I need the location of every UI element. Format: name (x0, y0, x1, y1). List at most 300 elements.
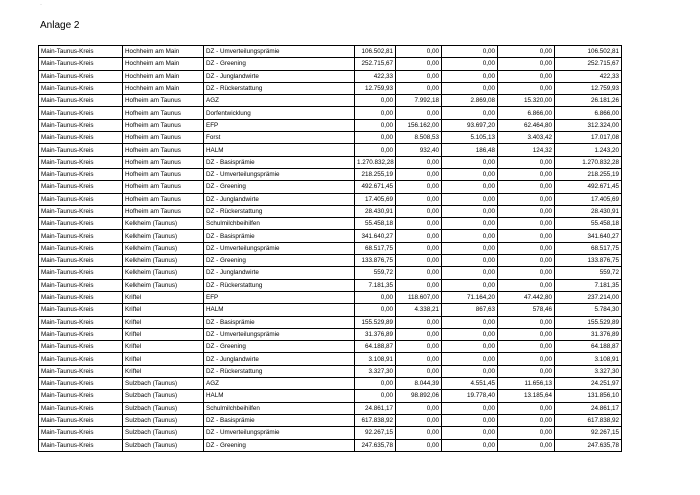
eu-amount-cell: 3.327,30 (355, 365, 396, 377)
district-cell: Main-Taunus-Kreis (39, 119, 123, 131)
district-cell: Main-Taunus-Kreis (39, 181, 123, 193)
total-amount-cell: 492.671,45 (555, 181, 622, 193)
eler-amount-cell: 0,00 (396, 46, 442, 58)
eu-amount-cell: 68.517,75 (355, 242, 396, 254)
payments-table (38, 45, 622, 452)
total-amount-cell: 12.759,93 (555, 82, 622, 94)
total-amount-cell: 31.376,89 (555, 328, 622, 340)
table-row (39, 119, 622, 131)
district-cell: Main-Taunus-Kreis (39, 267, 123, 279)
eler-amount-cell: 0,00 (396, 328, 442, 340)
eler-amount-cell: 0,00 (396, 402, 442, 414)
table-row (39, 242, 622, 254)
table-row (39, 218, 622, 230)
measure-cell: DZ - Rückerstattung (204, 205, 355, 217)
measure-cell: EFP (204, 291, 355, 303)
table-row (39, 168, 622, 180)
eler-amount-cell: 0,00 (396, 168, 442, 180)
total-amount-cell: 7.181,35 (555, 279, 622, 291)
eu-amount-cell: 252.715,67 (355, 58, 396, 70)
eler-amount-cell: 7.992,18 (396, 95, 442, 107)
state-amount-cell: 0,00 (498, 414, 555, 426)
district-cell: Main-Taunus-Kreis (39, 365, 123, 377)
measure-cell: Forst (204, 132, 355, 144)
district-cell: Main-Taunus-Kreis (39, 82, 123, 94)
federal-amount-cell: 2.869,08 (442, 95, 498, 107)
table-row (39, 144, 622, 156)
eler-amount-cell: 0,00 (396, 218, 442, 230)
eler-amount-cell: 8.508,53 (396, 132, 442, 144)
total-amount-cell: 617.838,92 (555, 414, 622, 426)
table-row (39, 353, 622, 365)
table-row (39, 304, 622, 316)
municipality-cell: Sulzbach (Taunus) (123, 390, 204, 402)
district-cell: Main-Taunus-Kreis (39, 439, 123, 451)
municipality-cell: Sulzbach (Taunus) (123, 378, 204, 390)
state-amount-cell: 0,00 (498, 168, 555, 180)
federal-amount-cell: 0,00 (442, 279, 498, 291)
table-row (39, 390, 622, 402)
federal-amount-cell: 0,00 (442, 414, 498, 426)
state-amount-cell: 0,00 (498, 255, 555, 267)
federal-amount-cell: 186,48 (442, 144, 498, 156)
municipality-cell: Hofheim am Taunus (123, 132, 204, 144)
measure-cell: DZ - Umverteilungsprämie (204, 168, 355, 180)
table-row (39, 291, 622, 303)
table-row (39, 70, 622, 82)
eu-amount-cell: 24.861,17 (355, 402, 396, 414)
district-cell: Main-Taunus-Kreis (39, 390, 123, 402)
measure-cell: HALM (204, 144, 355, 156)
district-cell: Main-Taunus-Kreis (39, 378, 123, 390)
measure-cell: DZ - Junglandwirte (204, 193, 355, 205)
table-body (39, 46, 622, 452)
municipality-cell: Kelkheim (Taunus) (123, 230, 204, 242)
federal-amount-cell: 0,00 (442, 46, 498, 58)
federal-amount-cell: 0,00 (442, 255, 498, 267)
state-amount-cell: 0,00 (498, 230, 555, 242)
measure-cell: DZ - Basisprämie (204, 230, 355, 242)
total-amount-cell: 252.715,67 (555, 58, 622, 70)
municipality-cell: Kriftel (123, 304, 204, 316)
table-row (39, 378, 622, 390)
measure-cell: Schulmilchbeihilfen (204, 402, 355, 414)
state-amount-cell: 124,32 (498, 144, 555, 156)
total-amount-cell: 17.017,08 (555, 132, 622, 144)
measure-cell: DZ - Greening (204, 439, 355, 451)
table-row (39, 365, 622, 377)
district-cell: Main-Taunus-Kreis (39, 156, 123, 168)
measure-cell: DZ - Junglandwirte (204, 267, 355, 279)
table-row (39, 279, 622, 291)
district-cell: Main-Taunus-Kreis (39, 414, 123, 426)
municipality-cell: Hofheim am Taunus (123, 95, 204, 107)
eler-amount-cell: 0,00 (396, 316, 442, 328)
eu-amount-cell: 559,72 (355, 267, 396, 279)
state-amount-cell: 0,00 (498, 427, 555, 439)
municipality-cell: Sulzbach (Taunus) (123, 414, 204, 426)
state-amount-cell: 578,46 (498, 304, 555, 316)
table-row (39, 58, 622, 70)
federal-amount-cell: 0,00 (442, 218, 498, 230)
municipality-cell: Hochheim am Main (123, 46, 204, 58)
district-cell: Main-Taunus-Kreis (39, 193, 123, 205)
eler-amount-cell: 0,00 (396, 279, 442, 291)
state-amount-cell: 0,00 (498, 267, 555, 279)
municipality-cell: Kelkheim (Taunus) (123, 218, 204, 230)
total-amount-cell: 24.251,97 (555, 378, 622, 390)
eler-amount-cell: 0,00 (396, 414, 442, 426)
measure-cell: HALM (204, 390, 355, 402)
municipality-cell: Hochheim am Main (123, 70, 204, 82)
eler-amount-cell: 0,00 (396, 341, 442, 353)
federal-amount-cell: 0,00 (442, 242, 498, 254)
municipality-cell: Hochheim am Main (123, 82, 204, 94)
eu-amount-cell: 0,00 (355, 95, 396, 107)
table-row (39, 439, 622, 451)
eler-amount-cell: 156.162,00 (396, 119, 442, 131)
municipality-cell: Hofheim am Taunus (123, 107, 204, 119)
measure-cell: DZ - Junglandwirte (204, 353, 355, 365)
state-amount-cell: 0,00 (498, 218, 555, 230)
measure-cell: DZ - Greening (204, 341, 355, 353)
total-amount-cell: 155.529,89 (555, 316, 622, 328)
total-amount-cell: 1.243,20 (555, 144, 622, 156)
federal-amount-cell: 0,00 (442, 230, 498, 242)
federal-amount-cell: 0,00 (442, 181, 498, 193)
municipality-cell: Kriftel (123, 328, 204, 340)
eu-amount-cell: 218.255,19 (355, 168, 396, 180)
federal-amount-cell: 0,00 (442, 439, 498, 451)
eler-amount-cell: 0,00 (396, 70, 442, 82)
state-amount-cell: 0,00 (498, 353, 555, 365)
total-amount-cell: 64.188,87 (555, 341, 622, 353)
federal-amount-cell: 0,00 (442, 402, 498, 414)
eu-amount-cell: 0,00 (355, 304, 396, 316)
state-amount-cell: 6.866,00 (498, 107, 555, 119)
eu-amount-cell: 28.430,91 (355, 205, 396, 217)
federal-amount-cell: 0,00 (442, 353, 498, 365)
table-row (39, 46, 622, 58)
district-cell: Main-Taunus-Kreis (39, 341, 123, 353)
municipality-cell: Hofheim am Taunus (123, 156, 204, 168)
table-row (39, 316, 622, 328)
eler-amount-cell: 0,00 (396, 427, 442, 439)
district-cell: Main-Taunus-Kreis (39, 144, 123, 156)
eler-amount-cell: 0,00 (396, 193, 442, 205)
district-cell: Main-Taunus-Kreis (39, 242, 123, 254)
municipality-cell: Hofheim am Taunus (123, 193, 204, 205)
total-amount-cell: 1.270.832,28 (555, 156, 622, 168)
measure-cell: DZ - Greening (204, 58, 355, 70)
measure-cell: DZ - Umverteilungsprämie (204, 46, 355, 58)
state-amount-cell: 0,00 (498, 193, 555, 205)
table-row (39, 205, 622, 217)
state-amount-cell: 0,00 (498, 402, 555, 414)
district-cell: Main-Taunus-Kreis (39, 132, 123, 144)
measure-cell: DZ - Umverteilungsprämie (204, 328, 355, 340)
federal-amount-cell: 0,00 (442, 341, 498, 353)
federal-amount-cell: 71.164,20 (442, 291, 498, 303)
eu-amount-cell: 133.876,75 (355, 255, 396, 267)
eu-amount-cell: 92.267,15 (355, 427, 396, 439)
federal-amount-cell: 0,00 (442, 193, 498, 205)
eu-amount-cell: 3.108,91 (355, 353, 396, 365)
measure-cell: EFP (204, 119, 355, 131)
municipality-cell: Kelkheim (Taunus) (123, 242, 204, 254)
federal-amount-cell: 0,00 (442, 328, 498, 340)
measure-cell: DZ - Basisprämie (204, 414, 355, 426)
district-cell: Main-Taunus-Kreis (39, 46, 123, 58)
federal-amount-cell: 0,00 (442, 82, 498, 94)
eler-amount-cell: 0,00 (396, 242, 442, 254)
district-cell: Main-Taunus-Kreis (39, 58, 123, 70)
state-amount-cell: 47.442,80 (498, 291, 555, 303)
eler-amount-cell: 8.044,39 (396, 378, 442, 390)
eu-amount-cell: 55.458,18 (355, 218, 396, 230)
state-amount-cell: 0,00 (498, 328, 555, 340)
municipality-cell: Hochheim am Main (123, 58, 204, 70)
table-row (39, 95, 622, 107)
federal-amount-cell: 0,00 (442, 70, 498, 82)
total-amount-cell: 3.327,30 (555, 365, 622, 377)
eler-amount-cell: 0,00 (396, 365, 442, 377)
municipality-cell: Sulzbach (Taunus) (123, 427, 204, 439)
eu-amount-cell: 617.838,92 (355, 414, 396, 426)
eler-amount-cell: 0,00 (396, 156, 442, 168)
table-row (39, 402, 622, 414)
eler-amount-cell: 118.607,00 (396, 291, 442, 303)
eu-amount-cell: 0,00 (355, 144, 396, 156)
eu-amount-cell: 64.188,87 (355, 341, 396, 353)
district-cell: Main-Taunus-Kreis (39, 205, 123, 217)
district-cell: Main-Taunus-Kreis (39, 328, 123, 340)
eu-amount-cell: 247.635,78 (355, 439, 396, 451)
total-amount-cell: 237.214,00 (555, 291, 622, 303)
total-amount-cell: 131.856,10 (555, 390, 622, 402)
municipality-cell: Hofheim am Taunus (123, 144, 204, 156)
measure-cell: AGZ (204, 95, 355, 107)
federal-amount-cell: 0,00 (442, 427, 498, 439)
total-amount-cell: 28.430,91 (555, 205, 622, 217)
district-cell: Main-Taunus-Kreis (39, 218, 123, 230)
eu-amount-cell: 0,00 (355, 107, 396, 119)
total-amount-cell: 133.876,75 (555, 255, 622, 267)
eu-amount-cell: 155.529,89 (355, 316, 396, 328)
table-row (39, 193, 622, 205)
table-row (39, 156, 622, 168)
district-cell: Main-Taunus-Kreis (39, 230, 123, 242)
eler-amount-cell: 932,40 (396, 144, 442, 156)
state-amount-cell: 62.464,80 (498, 119, 555, 131)
municipality-cell: Kriftel (123, 291, 204, 303)
district-cell: Main-Taunus-Kreis (39, 107, 123, 119)
eler-amount-cell: 0,00 (396, 353, 442, 365)
state-amount-cell: 11.656,13 (498, 378, 555, 390)
state-amount-cell: 0,00 (498, 279, 555, 291)
total-amount-cell: 17.405,69 (555, 193, 622, 205)
state-amount-cell: 15.320,00 (498, 95, 555, 107)
federal-amount-cell: 0,00 (442, 58, 498, 70)
state-amount-cell: 0,00 (498, 316, 555, 328)
table-row (39, 230, 622, 242)
measure-cell: AGZ (204, 378, 355, 390)
federal-amount-cell: 0,00 (442, 316, 498, 328)
total-amount-cell: 92.267,15 (555, 427, 622, 439)
district-cell: Main-Taunus-Kreis (39, 353, 123, 365)
eler-amount-cell: 0,00 (396, 267, 442, 279)
total-amount-cell: 5.784,30 (555, 304, 622, 316)
state-amount-cell: 0,00 (498, 156, 555, 168)
district-cell: Main-Taunus-Kreis (39, 427, 123, 439)
measure-cell: DZ - Rückerstattung (204, 279, 355, 291)
municipality-cell: Sulzbach (Taunus) (123, 439, 204, 451)
municipality-cell: Hofheim am Taunus (123, 168, 204, 180)
municipality-cell: Kriftel (123, 316, 204, 328)
federal-amount-cell: 0,00 (442, 168, 498, 180)
eler-amount-cell: 0,00 (396, 107, 442, 119)
municipality-cell: Hofheim am Taunus (123, 205, 204, 217)
municipality-cell: Kriftel (123, 365, 204, 377)
table-row (39, 328, 622, 340)
eu-amount-cell: 12.759,93 (355, 82, 396, 94)
eu-amount-cell: 17.405,69 (355, 193, 396, 205)
total-amount-cell: 68.517,75 (555, 242, 622, 254)
total-amount-cell: 341.640,27 (555, 230, 622, 242)
total-amount-cell: 218.255,19 (555, 168, 622, 180)
state-amount-cell: 0,00 (498, 205, 555, 217)
eu-amount-cell: 341.640,27 (355, 230, 396, 242)
measure-cell: DZ - Greening (204, 181, 355, 193)
eu-amount-cell: 106.502,81 (355, 46, 396, 58)
municipality-cell: Kelkheim (Taunus) (123, 279, 204, 291)
measure-cell: Schulmilchbeihilfen (204, 218, 355, 230)
measure-cell: DZ - Junglandwirte (204, 70, 355, 82)
measure-cell: DZ - Rückerstattung (204, 365, 355, 377)
eler-amount-cell: 0,00 (396, 82, 442, 94)
state-amount-cell: 0,00 (498, 58, 555, 70)
eler-amount-cell: 0,00 (396, 255, 442, 267)
table-row (39, 427, 622, 439)
total-amount-cell: 106.502,81 (555, 46, 622, 58)
eler-amount-cell: 0,00 (396, 181, 442, 193)
state-amount-cell: 0,00 (498, 341, 555, 353)
eu-amount-cell: 0,00 (355, 378, 396, 390)
table-row (39, 132, 622, 144)
district-cell: Main-Taunus-Kreis (39, 70, 123, 82)
eu-amount-cell: 0,00 (355, 119, 396, 131)
page-title: Anlage 2 (40, 20, 80, 31)
federal-amount-cell: 867,63 (442, 304, 498, 316)
eu-amount-cell: 0,00 (355, 291, 396, 303)
municipality-cell: Kelkheim (Taunus) (123, 267, 204, 279)
eu-amount-cell: 0,00 (355, 132, 396, 144)
measure-cell: DZ - Umverteilungsprämie (204, 427, 355, 439)
federal-amount-cell: 4.551,45 (442, 378, 498, 390)
eler-amount-cell: 4.338,21 (396, 304, 442, 316)
federal-amount-cell: 0,00 (442, 365, 498, 377)
scan-artifact-mark: · (40, 2, 42, 8)
total-amount-cell: 26.181,26 (555, 95, 622, 107)
eu-amount-cell: 7.181,35 (355, 279, 396, 291)
table-row (39, 181, 622, 193)
federal-amount-cell: 0,00 (442, 205, 498, 217)
total-amount-cell: 24.861,17 (555, 402, 622, 414)
district-cell: Main-Taunus-Kreis (39, 255, 123, 267)
table-row (39, 107, 622, 119)
district-cell: Main-Taunus-Kreis (39, 291, 123, 303)
measure-cell: DZ - Umverteilungsprämie (204, 242, 355, 254)
federal-amount-cell: 19.778,40 (442, 390, 498, 402)
state-amount-cell: 0,00 (498, 70, 555, 82)
federal-amount-cell: 93.697,20 (442, 119, 498, 131)
table-row (39, 255, 622, 267)
eler-amount-cell: 0,00 (396, 439, 442, 451)
eu-amount-cell: 1.270.832,28 (355, 156, 396, 168)
state-amount-cell: 0,00 (498, 46, 555, 58)
municipality-cell: Kriftel (123, 341, 204, 353)
federal-amount-cell: 0,00 (442, 107, 498, 119)
federal-amount-cell: 0,00 (442, 156, 498, 168)
eler-amount-cell: 0,00 (396, 230, 442, 242)
municipality-cell: Kelkheim (Taunus) (123, 255, 204, 267)
measure-cell: DZ - Basisprämie (204, 156, 355, 168)
state-amount-cell: 0,00 (498, 439, 555, 451)
state-amount-cell: 13.185,64 (498, 390, 555, 402)
state-amount-cell: 0,00 (498, 82, 555, 94)
eu-amount-cell: 422,33 (355, 70, 396, 82)
total-amount-cell: 3.108,91 (555, 353, 622, 365)
state-amount-cell: 3.403,42 (498, 132, 555, 144)
district-cell: Main-Taunus-Kreis (39, 304, 123, 316)
table-row (39, 267, 622, 279)
state-amount-cell: 0,00 (498, 181, 555, 193)
table-row (39, 414, 622, 426)
district-cell: Main-Taunus-Kreis (39, 279, 123, 291)
measure-cell: DZ - Basisprämie (204, 316, 355, 328)
measure-cell: HALM (204, 304, 355, 316)
total-amount-cell: 55.458,18 (555, 218, 622, 230)
table-row (39, 82, 622, 94)
total-amount-cell: 312.324,00 (555, 119, 622, 131)
municipality-cell: Hofheim am Taunus (123, 181, 204, 193)
federal-amount-cell: 5.105,13 (442, 132, 498, 144)
total-amount-cell: 422,33 (555, 70, 622, 82)
district-cell: Main-Taunus-Kreis (39, 402, 123, 414)
eu-amount-cell: 0,00 (355, 390, 396, 402)
eu-amount-cell: 492.671,45 (355, 181, 396, 193)
municipality-cell: Hofheim am Taunus (123, 119, 204, 131)
district-cell: Main-Taunus-Kreis (39, 168, 123, 180)
eler-amount-cell: 0,00 (396, 205, 442, 217)
municipality-cell: Sulzbach (Taunus) (123, 402, 204, 414)
eler-amount-cell: 0,00 (396, 58, 442, 70)
eu-amount-cell: 31.376,89 (355, 328, 396, 340)
district-cell: Main-Taunus-Kreis (39, 316, 123, 328)
measure-cell: DZ - Rückerstattung (204, 82, 355, 94)
measure-cell: DZ - Greening (204, 255, 355, 267)
district-cell: Main-Taunus-Kreis (39, 95, 123, 107)
eler-amount-cell: 98.892,06 (396, 390, 442, 402)
state-amount-cell: 0,00 (498, 242, 555, 254)
federal-amount-cell: 0,00 (442, 267, 498, 279)
total-amount-cell: 6.866,00 (555, 107, 622, 119)
table-row (39, 341, 622, 353)
measure-cell: Dorfentwicklung (204, 107, 355, 119)
state-amount-cell: 0,00 (498, 365, 555, 377)
total-amount-cell: 247.635,78 (555, 439, 622, 451)
total-amount-cell: 559,72 (555, 267, 622, 279)
